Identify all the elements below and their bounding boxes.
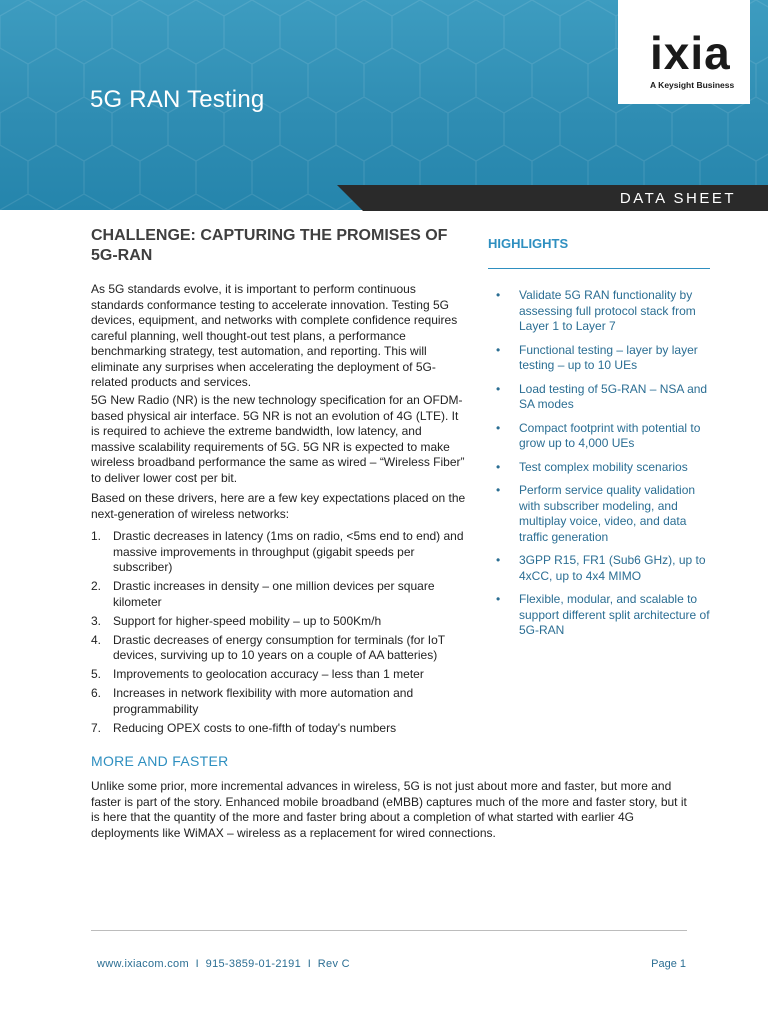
list-number: 3.: [91, 613, 102, 628]
footer-info: www.ixiacom.com I 915-3859-01-2191 I Rev C: [97, 958, 350, 970]
footer-divider: [91, 930, 687, 931]
bullet-icon: •: [496, 342, 501, 357]
highlight-text: Functional testing – layer by layer testing – up to 10 UEs: [519, 342, 698, 372]
highlight-text: Test complex mobility scenarios: [519, 459, 688, 474]
list-item-text: Drastic increases in density – one million devices per square kilometer: [113, 579, 435, 609]
list-item-text: Reducing OPEX costs to one-fifth of today's numbers: [113, 720, 397, 735]
list-item: [91, 686, 466, 717]
challenge-paragraph-3: Based on these drivers, here are a few key expectations placed on the next-generation of wireless networks:: [91, 491, 466, 521]
highlight-text: Perform service quality validation with subscriber modeling, and multiplay voice, video, and data traffic generation: [519, 483, 696, 544]
list-item: [91, 579, 466, 610]
list-item: [91, 529, 466, 576]
bullet-icon: •: [496, 459, 501, 474]
challenge-paragraph-1: As 5G standards evolve, it is important to perform continuous standards conformance testing to accelerate innovation. Testing 5G devices, equipment, and networks with complete confidence requires careful planning, well thought-out test plans, a performance benchmarking strategy, test automation, and reporting. This will eliminate any surprises when accelerating the deployment of 5G-related products and services.: [91, 282, 458, 389]
highlights-heading: HIGHLIGHTS: [488, 236, 569, 251]
highlight-text: Validate 5G RAN functionality by assessing full protocol stack from Layer 1 to Layer 7: [519, 288, 696, 333]
highlight-item: [496, 288, 711, 335]
page-title: 5G RAN Testing: [90, 86, 265, 113]
highlight-text: 3GPP R15, FR1 (Sub6 GHz), up to 4xCC, up to 4x4 MIMO: [519, 553, 706, 583]
challenge-paragraph-2: 5G New Radio (NR) is the new technology specification for an OFDM-based physical air interface. 5G NR is not an evolution of 4G (LTE). It is required to achieve the extreme bandwidth, low latency, and massive scalability requirements of 5G. 5G NR is expected to make wireless broadband performance the same as wired – “Wireless Fiber” to deliver lower cost per bit.: [91, 393, 465, 485]
list-item-text: Improvements to geolocation accuracy – less than 1 meter: [113, 667, 424, 681]
more-faster-heading: MORE AND FASTER: [91, 753, 229, 769]
highlight-item: [496, 483, 711, 545]
list-item-text: Drastic decreases of energy consumption for terminals (for IoT devices, surviving up to 10 years on a couple of AA batteries): [113, 632, 445, 662]
list-item: [91, 667, 466, 683]
highlight-text: Compact footprint with potential to grow up to 4,000 UEs: [519, 420, 701, 450]
list-item-text: Increases in network flexibility with more automation and programmability: [113, 686, 414, 716]
bullet-icon: •: [496, 592, 501, 606]
highlight-item: [496, 553, 711, 584]
bullet-icon: •: [496, 381, 501, 396]
ixia-logo: ixia: [650, 27, 731, 79]
bullet-icon: •: [496, 553, 501, 567]
highlight-item: [496, 592, 711, 639]
bullet-icon: •: [496, 288, 501, 302]
list-number: 5.: [91, 667, 102, 681]
highlight-item: [496, 343, 711, 374]
list-item-text: Drastic decreases in latency (1ms on radio, <5ms end to end) and massive improvements in throughput (gigabit speeds per subscriber): [113, 529, 464, 574]
list-item: [91, 614, 466, 630]
list-item: [91, 633, 466, 664]
highlight-item: [496, 460, 711, 476]
logo-tagline: A Keysight Business: [650, 80, 735, 90]
more-faster-paragraph: Unlike some prior, more incremental advances in wireless, 5G is not just about more and faster, but more and faster is part of the story. Enhanced mobile broadband (eMBB) captures much of the more and faster story, but it is here that the quantity of the more and faster bring about a completion of what started with earlier 4G deployments like WiMAX – wireless as a replacement for wired connections.: [91, 779, 687, 840]
list-number: 2.: [91, 579, 102, 593]
highlight-text: Flexible, modular, and scalable to support different split architecture of 5G-RAN: [519, 592, 710, 637]
list-number: 7.: [91, 720, 102, 735]
challenge-heading: CHALLENGE: CAPTURING THE PROMISES OF 5G-RAN: [91, 227, 448, 264]
highlights-list: [496, 288, 711, 647]
page-number: Page 1: [651, 958, 686, 970]
list-item-text: Support for higher-speed mobility – up to 500Km/h: [113, 613, 382, 628]
highlight-item: [496, 382, 711, 413]
list-number: 6.: [91, 686, 102, 700]
highlight-item: [496, 421, 711, 452]
list-item: [91, 721, 466, 737]
list-number: 1.: [91, 529, 102, 543]
highlights-divider: [488, 268, 710, 269]
bullet-icon: •: [496, 420, 501, 435]
bullet-icon: •: [496, 483, 501, 497]
expectations-list: [91, 529, 466, 740]
list-number: 4.: [91, 632, 102, 647]
highlight-text: Load testing of 5G-RAN – NSA and SA modes: [519, 381, 708, 411]
doc-type-label: DATA SHEET: [619, 190, 736, 207]
